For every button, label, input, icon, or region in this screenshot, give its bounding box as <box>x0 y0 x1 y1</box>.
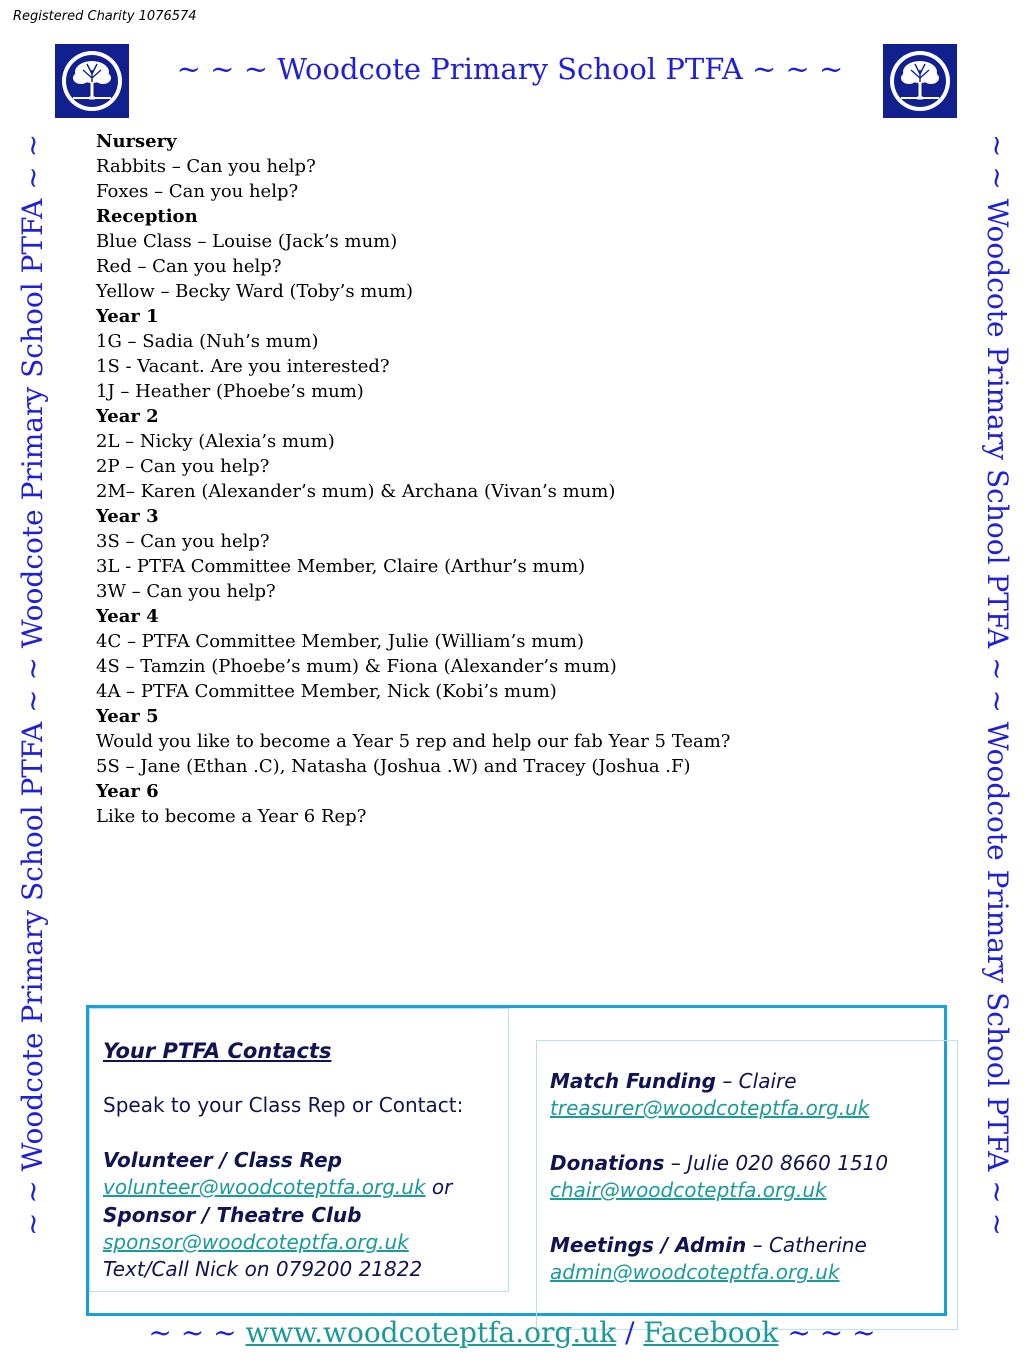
contacts-right <box>550 1068 888 1286</box>
rep-line: Red – Can you help? <box>96 256 282 277</box>
meetings-label: Meetings / Admin <box>550 1232 747 1257</box>
year-heading: Year 2 <box>96 406 159 427</box>
year-heading: Nursery <box>96 131 177 152</box>
match-funding-label: Match Funding <box>550 1069 716 1093</box>
school-logo-tree-icon <box>883 44 957 118</box>
rep-line: 2M– Karen (Alexander’s mum) & Archana (Vivan’s mum) <box>96 481 616 502</box>
contacts-title: Your PTFA Contacts <box>103 1039 332 1063</box>
rep-line: 3L - PTFA Committee Member, Claire (Arthur’s mum) <box>96 556 586 577</box>
rep-line: Yellow – Becky Ward (Toby’s mum) <box>96 281 414 302</box>
year-heading: Year 4 <box>96 606 159 627</box>
admin-email-link[interactable]: admin@woodcoteptfa.org.uk <box>550 1260 840 1285</box>
website-link[interactable]: www.woodcoteptfa.org.uk <box>245 1316 617 1349</box>
sponsor-email-link[interactable]: sponsor@woodcoteptfa.org.uk <box>103 1230 409 1255</box>
rep-line: 3W – Can you help? <box>96 581 276 602</box>
rep-line: 2P – Can you help? <box>96 456 270 477</box>
rep-line: Foxes – Can you help? <box>96 181 299 202</box>
rep-line: Like to become a Year 6 Rep? <box>96 806 367 827</box>
footer-prefix: ~ ~ ~ <box>148 1316 246 1349</box>
rep-line: Rabbits – Can you help? <box>96 156 316 177</box>
or-text: or <box>425 1175 453 1200</box>
donations-label: Donations <box>550 1150 665 1175</box>
footer <box>0 1316 1024 1349</box>
contacts-intro: Speak to your Class Rep or Contact: <box>103 1093 464 1118</box>
rep-line: 4S – Tamzin (Phoebe’s mum) & Fiona (Alexander’s mum) <box>96 656 617 677</box>
footer-separator: / <box>616 1316 644 1349</box>
side-banner-left: ~ ~ Woodcote Primary School PTFA ~ ~ Woodcote Primary School PTFA ~ ~ <box>16 133 49 1237</box>
year-heading: Reception <box>96 206 198 227</box>
year-heading: Year 1 <box>96 306 159 327</box>
facebook-link[interactable]: Facebook <box>643 1316 779 1349</box>
rep-line: Blue Class – Louise (Jack’s mum) <box>96 231 398 252</box>
rep-line: 4A – PTFA Committee Member, Nick (Kobi’s mum) <box>96 681 557 702</box>
side-banner-right: ~ ~ Woodcote Primary School PTFA ~ ~ Woodcote Primary School PTFA ~ ~ <box>981 133 1014 1237</box>
year-heading: Year 6 <box>96 781 159 802</box>
rep-line: 1G – Sadia (Nuh’s mum) <box>96 331 319 352</box>
class-reps-list <box>96 129 730 829</box>
year-heading: Year 5 <box>96 706 159 727</box>
rep-line: 3S – Can you help? <box>96 531 270 552</box>
rep-line: 1J – Heather (Phoebe’s mum) <box>96 381 364 402</box>
match-funding-name: – Claire <box>715 1069 797 1093</box>
volunteer-label: Volunteer / Class Rep <box>103 1147 342 1172</box>
rep-line: 5S – Jane (Ethan .C), Natasha (Joshua .W) and Tracey (Joshua .F) <box>96 756 691 777</box>
chair-email-link[interactable]: chair@woodcoteptfa.org.uk <box>550 1178 827 1203</box>
contacts-left <box>103 1038 463 1284</box>
rep-line: Would you like to become a Year 5 rep and help our fab Year 5 Team? <box>96 731 731 752</box>
sponsor-label: Sponsor / Theatre Club <box>103 1202 362 1227</box>
rep-line: 1S - Vacant. Are you interested? <box>96 356 390 377</box>
text-call-nick: Text/Call Nick on 079200 21822 <box>103 1257 423 1282</box>
volunteer-email-link[interactable]: volunteer@woodcoteptfa.org.uk <box>103 1175 426 1200</box>
footer-suffix: ~ ~ ~ <box>778 1316 876 1349</box>
treasurer-email-link[interactable]: treasurer@woodcoteptfa.org.uk <box>550 1096 870 1121</box>
school-logo-tree-icon <box>55 44 129 118</box>
meetings-name: – Catherine <box>746 1232 867 1257</box>
registered-charity: Registered Charity 1076574 <box>13 9 197 24</box>
year-heading: Year 3 <box>96 506 159 527</box>
rep-line: 4C – PTFA Committee Member, Julie (William’s mum) <box>96 631 584 652</box>
page-title: ~ ~ ~ Woodcote Primary School PTFA ~ ~ ~ <box>176 52 844 86</box>
donations-detail: – Julie 020 8660 1510 <box>664 1150 889 1175</box>
rep-line: 2L – Nicky (Alexia’s mum) <box>96 431 335 452</box>
